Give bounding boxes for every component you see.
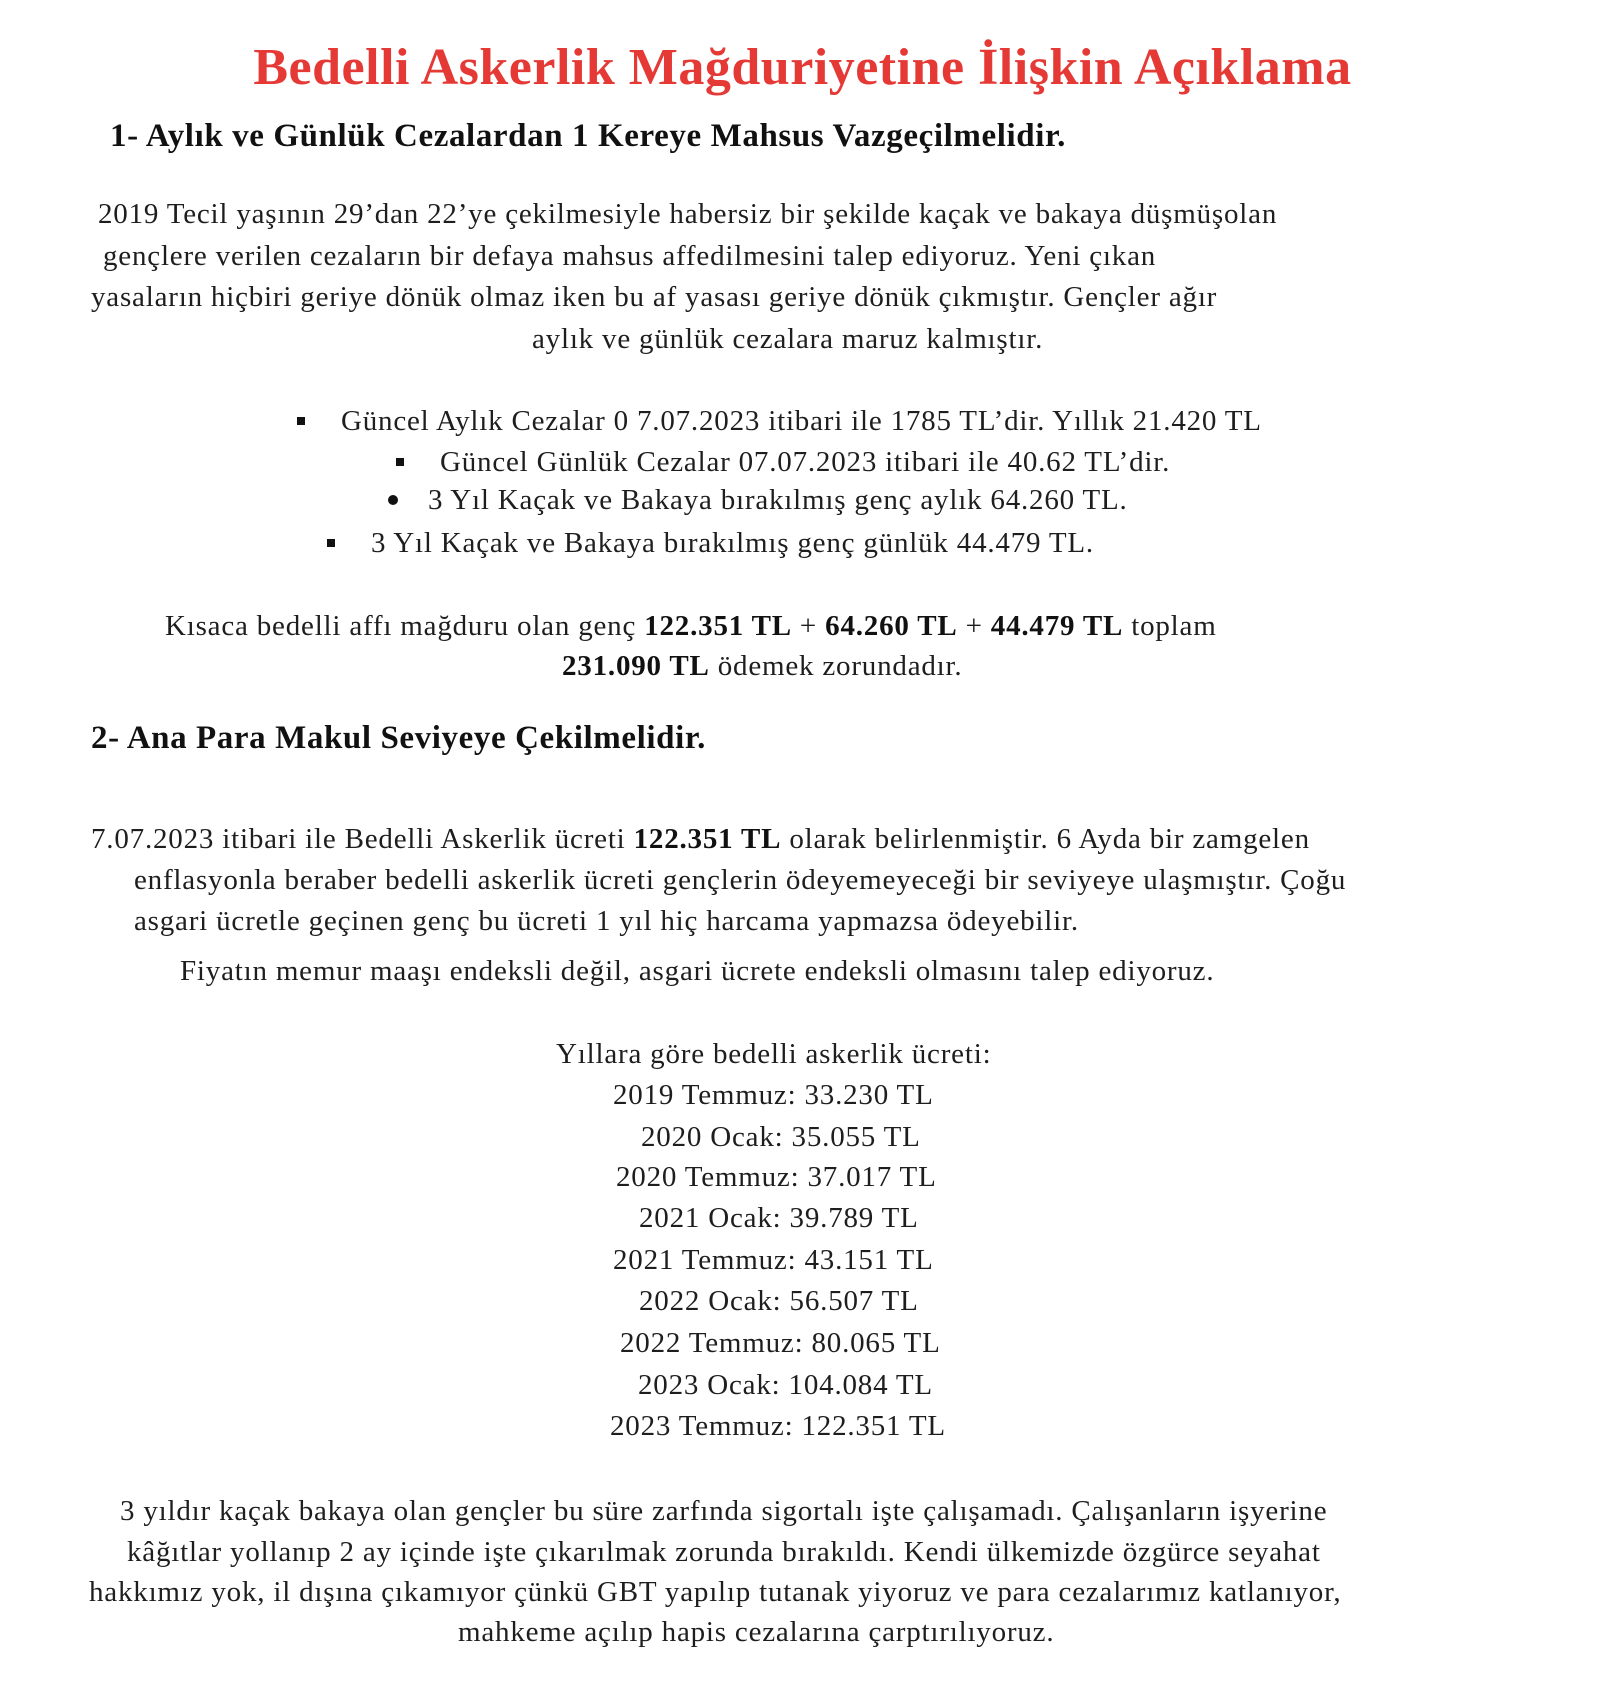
bullet-item: [396, 446, 1170, 479]
fee-item: 2020 Ocak: 35.055 TL: [641, 1121, 921, 1153]
bullet-item: [297, 405, 1262, 438]
summary-total-line: [562, 650, 962, 683]
summary-amount: 122.351 TL: [644, 610, 792, 642]
section-2-paragraph-line: [91, 823, 1310, 856]
bullet-text: 3 Yıl Kaçak ve Bakaya bırakılmış genç aylık 64.260 TL.: [428, 484, 1128, 516]
round-bullet-icon: [388, 495, 398, 505]
section-2-paragraph-line: enflasyonla beraber bedelli askerlik ücreti gençlerin ödeyemeyeceği bir seviyeye ulaşmıştır. Çoğu: [134, 864, 1347, 896]
p1-prefix: 7.07.2023 itibari ile Bedelli Askerlik ücreti: [91, 823, 634, 855]
section-1-paragraph-line: gençlere verilen cezaların bir defaya mahsus affedilmesini talep ediyoruz. Yeni çıkan: [103, 240, 1157, 272]
page-title: Bedelli Askerlik Mağduriyetine İlişkin Açıklama: [253, 39, 1352, 96]
fee-item: 2021 Temmuz: 43.151 TL: [613, 1244, 934, 1276]
summary-suffix: toplam: [1123, 610, 1217, 642]
bullet-item: [327, 527, 1094, 560]
bullet-text: Güncel Günlük Cezalar 07.07.2023 itibari ile 40.62 TL’dir.: [440, 446, 1171, 478]
p1-amount: 122.351 TL: [633, 823, 782, 855]
fee-list-title: Yıllara göre bedelli askerlik ücreti:: [556, 1038, 992, 1070]
closing-line: 3 yıldır kaçak bakaya olan gençler bu süre zarfında sigortalı işte çalışamadı. Çalışanların işyerine: [120, 1495, 1328, 1527]
summary-plus: +: [791, 610, 826, 642]
closing-line: kâğıtlar yollanıp 2 ay içinde işte çıkarılmak zorunda bırakıldı. Kendi ülkemizde özgürce seyahat: [127, 1536, 1321, 1568]
summary-amount: 44.479 TL: [990, 610, 1124, 642]
summary-line: [165, 610, 1217, 643]
section-1-paragraph-line: yasaların hiçbiri geriye dönük olmaz iken bu af yasası geriye dönük çıkmıştır. Gençler ağır: [91, 281, 1218, 313]
fee-item: 2023 Temmuz: 122.351 TL: [610, 1410, 946, 1442]
p1-suffix: olarak belirlenmiştir. 6 Ayda bir zamgelen: [781, 823, 1310, 855]
summary-prefix: Kısaca bedelli affı mağduru olan genç: [165, 610, 645, 642]
section-2-heading: 2- Ana Para Makul Seviyeye Çekilmelidir.: [91, 720, 706, 756]
bullet-text: Güncel Aylık Cezalar 0 7.07.2023 itibari ile 1785 TL’dir. Yıllık 21.420 TL: [341, 405, 1262, 437]
section-2-paragraph-line: asgari ücretle geçinen genç bu ücreti 1 yıl hiç harcama yapmazsa ödeyebilir.: [134, 905, 1079, 937]
fee-item: 2022 Ocak: 56.507 TL: [639, 1285, 919, 1317]
summary-total-suffix: ödemek zorundadır.: [709, 650, 963, 682]
summary-amount: 64.260 TL: [825, 610, 958, 642]
bullet-text: 3 Yıl Kaçak ve Bakaya bırakılmış genç günlük 44.479 TL.: [371, 527, 1094, 559]
fee-item: 2023 Ocak: 104.084 TL: [638, 1369, 933, 1401]
square-bullet-icon: [297, 417, 305, 425]
section-1-heading: 1- Aylık ve Günlük Cezalardan 1 Kereye Mahsus Vazgeçilmelidir.: [110, 118, 1067, 154]
fee-item: 2020 Temmuz: 37.017 TL: [616, 1161, 937, 1193]
section-2-request-line: Fiyatın memur maaşı endeksli değil, asgari ücrete endeksli olmasını talep ediyoruz.: [180, 955, 1215, 987]
fee-item: 2021 Ocak: 39.789 TL: [639, 1202, 919, 1234]
section-1-paragraph-line: aylık ve günlük cezalara maruz kalmıştır.: [532, 323, 1044, 355]
closing-line: mahkeme açılıp hapis cezalarına çarptırılıyoruz.: [458, 1616, 1055, 1648]
summary-total: 231.090 TL: [562, 650, 710, 682]
square-bullet-icon: [396, 458, 404, 466]
fee-item: 2022 Temmuz: 80.065 TL: [620, 1327, 941, 1359]
closing-line: hakkımız yok, il dışına çıkamıyor çünkü GBT yapılıp tutanak yiyoruz ve para cezalarımız katlanıyor,: [89, 1576, 1342, 1608]
summary-plus: +: [957, 610, 991, 642]
section-1-paragraph-line: 2019 Tecil yaşının 29’dan 22’ye çekilmesiyle habersiz bir şekilde kaçak ve bakaya düşmüşolan: [98, 198, 1278, 230]
bullet-item: [388, 484, 1128, 517]
square-bullet-icon: [327, 539, 335, 547]
fee-item: 2019 Temmuz: 33.230 TL: [613, 1079, 934, 1111]
